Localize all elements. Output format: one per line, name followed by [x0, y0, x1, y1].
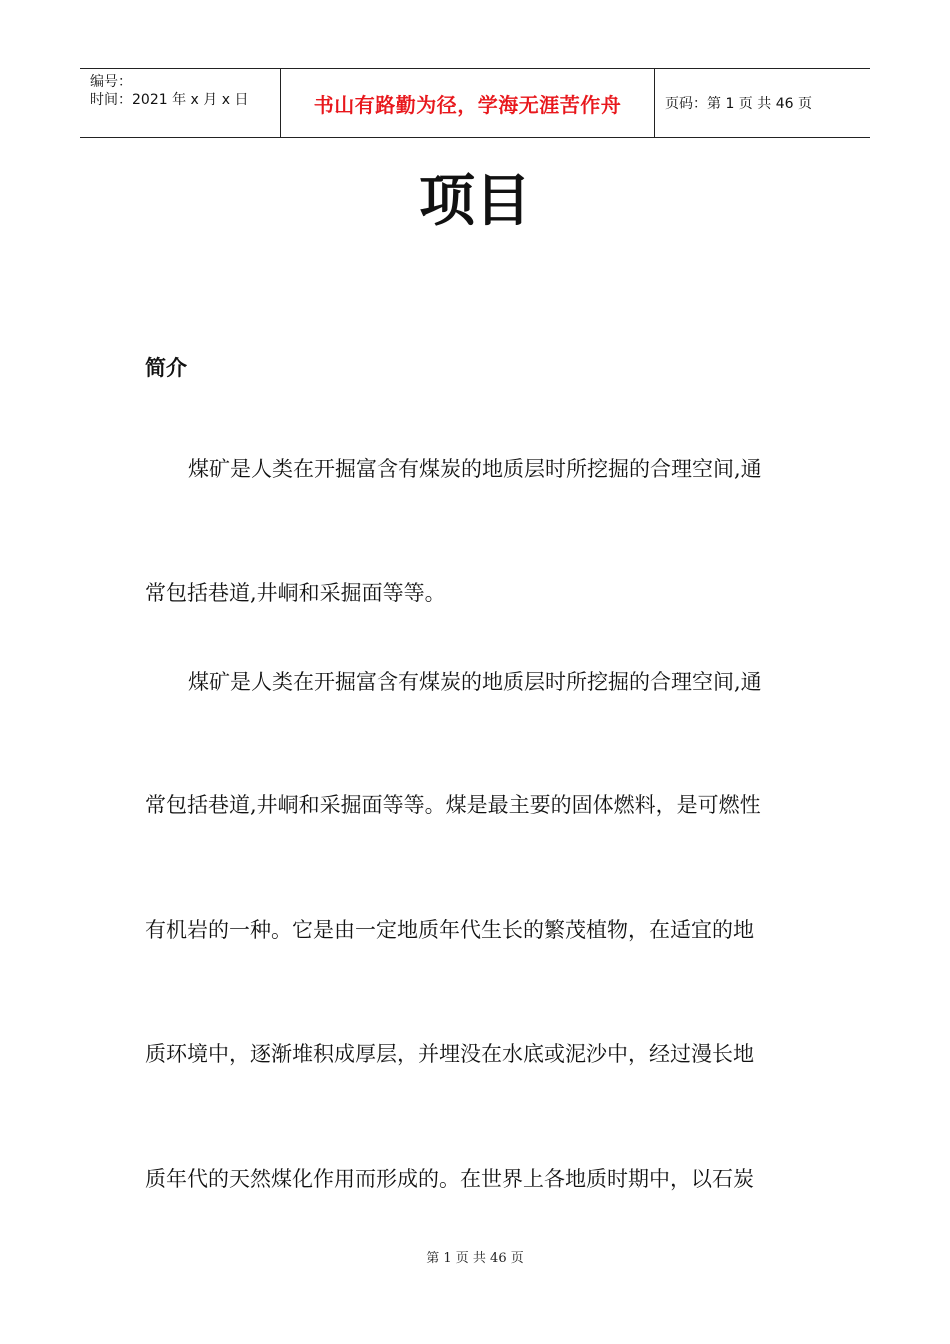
document-header — [80, 68, 870, 138]
page-footer: 第 1 页 共 46 页 — [426, 1251, 524, 1266]
header-motto: 书山有路勤为径，学海无涯苦作舟 — [313, 92, 622, 117]
page-title: 项目 — [419, 169, 531, 234]
header-page-info: 页码：第 1 页 共 46 页 — [665, 96, 812, 112]
paragraph-line: 煤矿是人类在开掘富含有煤炭的地质层时所挖掘的合理空间,通 — [188, 457, 762, 481]
document-date: 时间：2021 年 x 月 x 日 — [90, 92, 249, 108]
header-meta-cell — [80, 69, 281, 137]
paragraph-line: 常包括巷道,井峒和采掘面等等。 — [145, 581, 446, 605]
paragraph-line: 有机岩的一种。它是由一定地质年代生长的繁茂植物，在适宜的地 — [145, 918, 754, 942]
paragraph-line: 常包括巷道,井峒和采掘面等等。煤是最主要的固体燃料，是可燃性 — [145, 793, 761, 817]
paragraph-line: 质环境中，逐渐堆积成厚层，并埋没在水底或泥沙中，经过漫长地 — [145, 1042, 754, 1066]
section-heading: 简介 — [145, 356, 187, 380]
paragraph-line: 质年代的天然煤化作用而形成的。在世界上各地质时期中，以石炭 — [145, 1167, 754, 1191]
paragraph-line: 煤矿是人类在开掘富含有煤炭的地质层时所挖掘的合理空间,通 — [188, 670, 762, 694]
header-motto-cell — [281, 69, 655, 137]
header-page-cell — [655, 69, 870, 137]
document-number-label: 编号： — [90, 74, 132, 90]
